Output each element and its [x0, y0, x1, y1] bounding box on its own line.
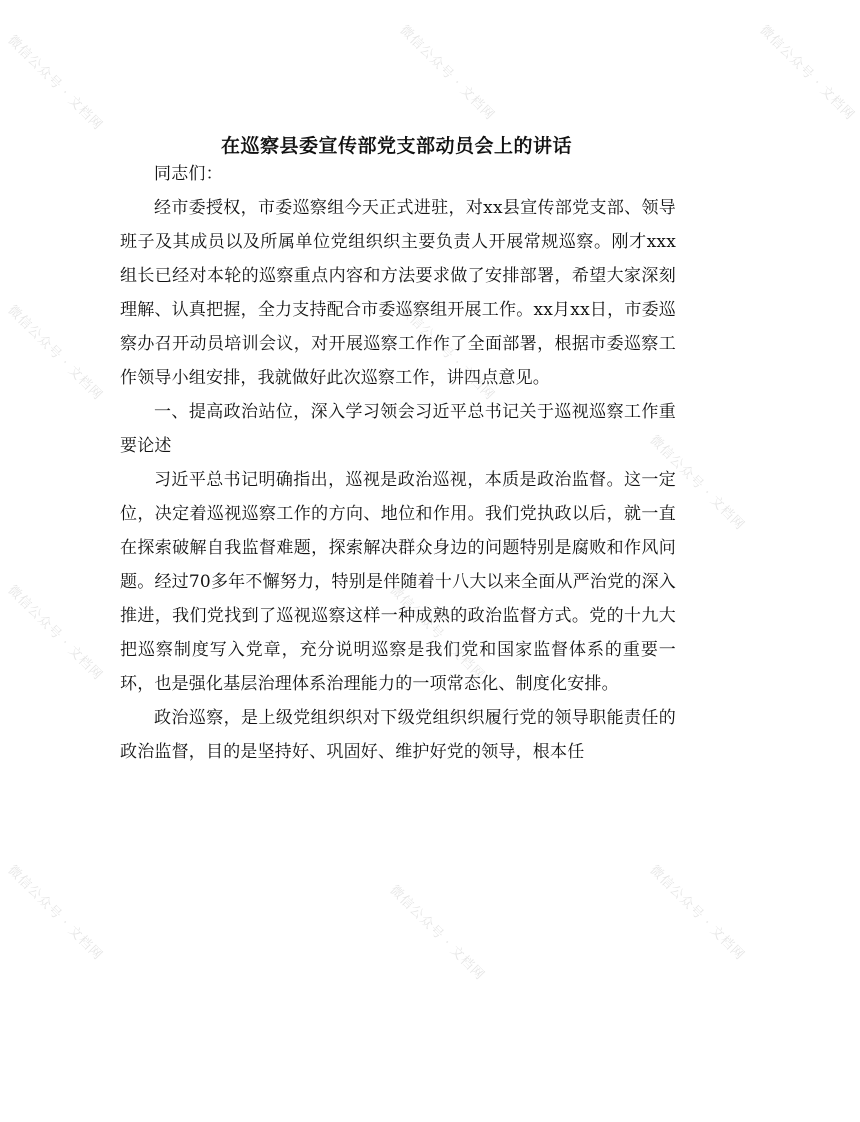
body-paragraph: 习近平总书记明确指出，巡视是政治巡视，本质是政治监督。这一定位，决定着巡视巡察工作的方向、地位和作用。我们党执政以后，就一直在探索破解自我监督难题，探索解决群众身边的问题特别是腐败和作风问题。经过70多年不懈努力，特别是伴随着十八大以来全面从严治党的深入推进，我们党找到了巡视巡察这样一种成熟的政治监督方式。党的十九大把巡察制度写入党章，充分说明巡察是我们党和国家监督体系的重要一环，也是强化基层治理体系治理能力的一项常态化、制度化安排。 — [120, 470, 676, 694]
body-paragraph: 经市委授权，市委巡察组今天正式进驻，对xx县宣传部党支部、领导班子及其成员以及所属单位党组织织主要负责人开展常规巡察。刚才xxx组长已经对本轮的巡察重点内容和方法要求做了安排部署，希望大家深刻理解、认真把握，全力支持配合市委巡察组开展工作。xx月xx日，市委巡察办召开动员培训会议，对开展巡察工作作了全面部署，根据市委巡察工作领导小组安排，我就做好此次巡察工作，讲四点意见。 — [120, 198, 676, 388]
watermark-text: 微信公众号 · 文档网 — [4, 862, 106, 964]
section-heading-paragraph: 一、提高政治站位，深入学习领会习近平总书记关于巡视巡察工作重要论述 — [120, 402, 676, 456]
document-title: 在巡察县委宣传部党支部动员会上的讲话 — [220, 135, 572, 157]
document-body — [120, 157, 676, 769]
watermark-text: 微信公众号 · 文档网 — [4, 302, 106, 404]
watermark-text: 微信公众号 · 文档网 — [646, 432, 748, 534]
watermark-text: 微信公众号 · 文档网 — [4, 32, 106, 134]
watermark-text: 微信公众号 · 文档网 — [396, 22, 498, 124]
salutation-paragraph: 同志们： — [154, 164, 223, 184]
watermark-text: 微信公众号 · 文档网 — [386, 582, 488, 684]
watermark-text: 微信公众号 · 文档网 — [756, 22, 858, 124]
body-paragraph: 政治巡察，是上级党组织织对下级党组织织履行党的领导职能责任的政治监督，目的是坚持好、巩固好、维护好党的领导，根本任 — [120, 708, 676, 762]
watermark-text: 微信公众号 · 文档网 — [396, 302, 498, 404]
watermark-text: 微信公众号 · 文档网 — [4, 582, 106, 684]
watermark-text: 微信公众号 · 文档网 — [646, 862, 748, 964]
watermark-text: 微信公众号 · 文档网 — [386, 882, 488, 984]
